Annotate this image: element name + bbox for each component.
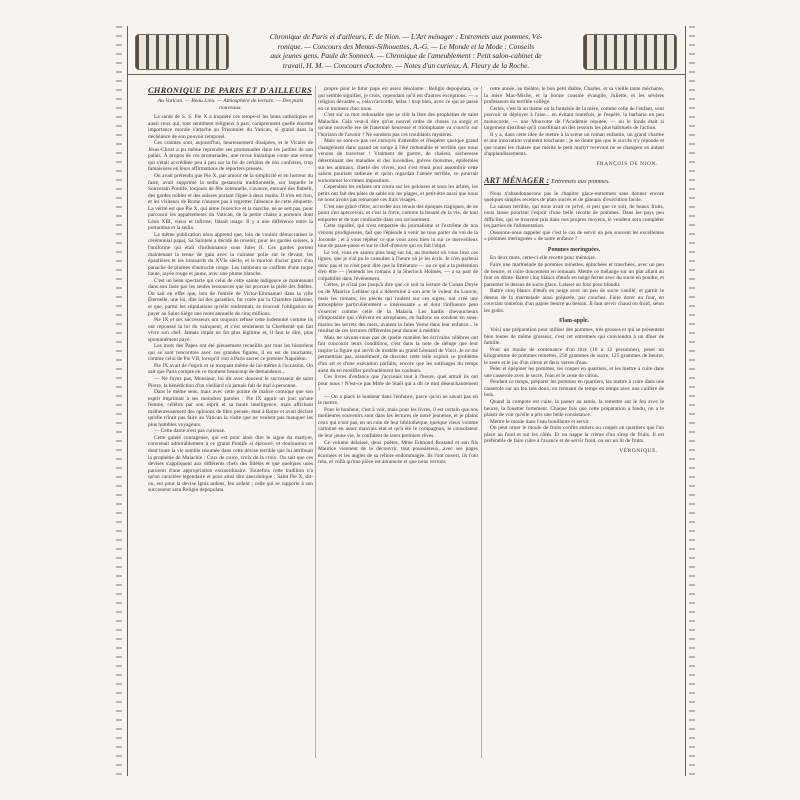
paragraph: On avait prétendu que Pie X, par amour de la simplicité et en horreur du faste, avait supprimé la sedia gestatoria traditionnelle, sur laquelle le Souverain Pontife, toujours de fête solennelle, s'avance, entouré des flabelli, des gardes nobles et des suisses portant l'épée à deux mains. Il n'en est rien, et les visiteurs de Rome n'auront pas à regretter l'absence de cette étiquette. La vérité est que Pie X, qui aime l'exercice et la marche, ne se sert pas, pour parcourir les appartements du Vatican, de la petite chaise à porteurs dont Léon XIII, vieux et infirme, faisait usage. Il y a une différence entre la portantina et la sedia. [148, 173, 313, 232]
paragraph: — Ne fuyez pas, Monsieur, lui dit avec douceur le successeur de saint Pierre, la bénédiction d'un vieillard n'a jamais fait de mal à personne. [148, 375, 313, 389]
paragraph: Ce volume délaissé, deux poètes, Mme Edmond Rostand et son fils Maurice viennent de le découvrir, tout poussiéreux, avec ses pages écornées et les angles de sa reliure endommagée. Ils l'ont ouvert, ils l'ont relu, et voilà qu'une pièce est annoncée et que nous verrons [318, 439, 478, 466]
paragraph: cette année, au théâtre, le bon petit diable, Charles, et sa vieille tante méchante, la mère Mac-Miche, et la bonne cousine évangile, Juliette, et les sévères professeurs du terrible collège. [484, 86, 664, 106]
paragraph: Le vol, vous en saurez plus long sur lui, au moment où vous lirez ces lignes, que je n'ai pu le consulter à l'heure où je les écris. Je n'en parlerai donc pas et ce n'est pour dire que la littérature — ou ce qui a la prétention d'en être — j'entends les romans à la Sherlock Holmes, — a sa part de culpabilité dans l'événement. [318, 249, 478, 282]
paragraph: Cependant les enfants ont couru sur les pelouses et sous les arbres, les petits ont fait des pâtés de sable sur les plages, et petit-être aussi que nous ne nous avons pas remarqué ces frais visages. [318, 184, 478, 204]
art-menager-heading: ART MÉNAGER : [484, 175, 550, 185]
paragraph: Mais ne savons-nous pas de quelle manière les écrivains célèbres ont fait concourir leurs conditions, c'est dans la note de déluge que leur inspire la figure qui servit de modèle au grand Léonard de Vinci. Je ne me permettrais pas, assurément, de discuter cette telle exploit ce problème d'un art et d'une exécution parfaits, encore que les sottisages du temps aient du en modifier profondément les couleurs. [318, 334, 478, 374]
paragraph: C'est un beau spectacle qui celui de cette sainte indigence se maintenant dans son faste par les seules ressources que lui procure la piété des fidèles. On sait en effet que, lors de l'entrée de Victor-Emmanuel dans la ville Éternelle, une loi, dite loi des garanties, fut votée par la Chambre italienne, et que, parmi les stipulations qu'elle renfermait, se trouvait l'obligation de payer au Saint-Siège une rente annuelle de cinq millions. [148, 277, 313, 317]
paragraph: La saison terrible, qui nous avait ce privé, si peu que ce soit, de beaux fruits, nous laisse pourtant l'espoir d'une belle récolte de pommes. Dans les pays peu difficiles, qui se trouvent pris dans nos propres moyens, le vendeur sera compléter les parties de l'alimentation. [484, 203, 664, 230]
author-signature: VÉRONIQUE. [619, 447, 658, 454]
paragraph: Peler et épépiner les pommes, les couper en quartiers, et les mettre à cuire dans une casserole avec le sucre, l'eau et le zeste de citron. [484, 366, 664, 379]
toc-line: aux jeunes gens, Paule de Sonneck. — Chronique de l'ameublement : Petit salon-cabinet de [270, 51, 542, 61]
page-header [127, 26, 685, 75]
paragraph: On peut orner le moule de fruits confits entiers ou coupés en quartiers que l'on place au fond et sur les côtés. Et on nappe la crème d'un sirop de fruits. Il est préférable de faire cuire à l'avance et de servir froid, ou sur un lit de fruits. [484, 425, 664, 445]
paragraph: Dans le même sens, mais avec cette pointe de malice comique que son esprit imprimait à ses moindres paroles : Pie IX apprit un jour qu'une femme, célèbre par son esprit et sa haute intelligence, mais affichant malheureusement des opinions de libre pensée, était à Rome et avait déclaré qu'elle n'irait pas faire au Vatican la visite que ne veulent pas manquer les plus humbles voyageurs. [148, 389, 313, 428]
paragraph: Mettre le moule dans l'eau bouillante et servir. [490, 418, 590, 425]
table-of-contents [239, 32, 573, 70]
chronique-subhead: Au Vatican. — Beau Lieu. — Atmosphère de lecture. — Des puits nouveaux. [157, 98, 304, 111]
paragraph: Quand la compote est cuite, la passer au tamis, la remettre sur le feu avec le beurre, la fouetter fortement. Chaque fois que cette préparation a fondu, on a le plaisir de voir qu'elle a pris une belle consistance. [484, 398, 664, 419]
paragraph: Les mots des Papes ont été pieusement recueillis par tous les historiens qui se sont rencontrés avec ces grandes figures, il en est de touchants, comme celui de Pie VII, lorsqu'il vint à Paris sacrer ce premier Napoléon. [148, 343, 313, 363]
paragraph: La même publication nous apprend que, loin de vouloir démocratiser le cérémonial papal, Sa Sainteté a décidé de revenir, pour les gardes suisses, à l'uniforme qui était d'ordonnance sous Jules II. Ces gardes portent maintenant la tenue de gala avec la cuirasse polie sur le devant, les épaulières et les brassards du XVIe siècle, et le morion d'acier garni d'un panache de plumes d'autruche rouge. Les tambours se coiffent d'une toque haute, rayée rouge et jaune, avec une plume blanche. [148, 231, 313, 278]
paragraph: C'est une grâce d'être, accordée aux tennis des époques tragiques, de ne point s'en apercevoir, et c'est la force, comme la beauté de la vie, de tout emporter et de tout confondre dans son ravissement. [318, 203, 478, 223]
paragraph: Certes, c'est là un thème où la fantaisie de la mère, comme celle de l'enfant, veut pouvoir se déployer à l'aise... en évitant toutefois, je l'espère, la barbarie un peu monocorde, — une Mouvotte de l'Académie réputée, — où le fonds était si largement distribué qu'il constituait un des ressorts les plus habituels de l'action. [484, 105, 664, 132]
paragraph: La santé de S. S. Pie X a inquiété ces temps-ci les bons catholiques et aussi ceux qui, tout sentiment religieux à part, comprennent quelle énorme importance morale s'attache au Prisonnier du Vatican, si grand dans la déchéance de son pouvoir temporel. [148, 114, 313, 140]
column-divider [481, 86, 482, 758]
recipe-title: Pommes meringuées. [547, 246, 601, 253]
paragraph: Pie IX avait de l'esprit et se moquait même de lui-même à l'occasion. On sait que Paris compte en ce moment beaucoup de demandeurs... [148, 362, 313, 376]
author-signature: FRANÇOIS DE NION. [596, 161, 658, 168]
paragraph: — On a placé le bonheur dans l'enfance, parce qu'on ne savait pas où le mettre. [318, 393, 478, 407]
paragraph: Osserons-nous rappeler que c'est le cas de servir un peu souvent les excellentes « pommes meringuées » de notre enfance ? [484, 229, 664, 243]
column-3 [484, 86, 664, 462]
art-menager-title [484, 176, 664, 187]
recipe-title: Flam-apple. [559, 318, 589, 325]
paragraph: En deux mots, cette-ci elle recette pour mémoire. [490, 255, 597, 262]
paragraph: Pie IX et ses successeurs ont toujours refusé cette indemnité comme ils ont repoussé la loi du vainqueur, et c'est seulement la Chrétienté qui fait vivre son chef. Jamais impôt ne fut plus légitime et, il faut le dire, plus spontanément payé. [148, 317, 313, 343]
paragraph: Ces livres d'enfance que j'accusais tout à l'heure, quel attrait ils ont pour nous ! N'est-ce pas Mme de Staël qui a dit ce mot désenchantement ? [318, 374, 478, 394]
paragraph: Mais ne sont-ce pas ces ennuyés d'attendre et d'espérer quelque grand changement dans quand on songe à l'été redoutable et terrible que nous venons de traverser ! Vraiment de guerre, de chaleur, sécheresse déterminant des maladies et des incendies, grèves monstres, épidémies sur les animaux, cherté des vivres, tout s'est réuni pour assombrir cette saison pourtant radieuse et qu'on regardait l'année terrible, ce pourrait surnommer le crimen impositum. [318, 138, 478, 184]
toc-line: ronique. — Concours des Menus-Silhouettes, A.-G. — Le Monde et la Mode : Conseils [277, 41, 535, 51]
paragraph: Pour un moule de contenance d'un litre (10 à 12 personnes), peser un kilogramme de pommes reinettes, 250 grammes de sucre, 125 grammes de beurre, le zeste et le jus d'un citron et deux verres d'eau. [484, 346, 664, 366]
paragraph: Pendant ce temps, préparer les pommes en quartiers, les mettre à cuire dans une casserole sur un feu très doux, en remuant de temps en temps avec une cuillère de bois. [484, 379, 664, 399]
column-1 [148, 86, 313, 494]
paragraph: Cette gaieté courageuse, qui est pour ainsi dire le signe du martyre, convenait admirablement à ce grand Pontife si éprouvé, et douloureux et dont toute la vie semble résumée dans cette devise terrible que lui attribuait la prophétie de Malachie : Crux de cruce, croix de la croix. On sait que ces devises s'appliquent aux différents chefs des fidèles et que quelques unes parurent d'une appropriation extraordinaire. Toutefois cette tradition n'a qu'un caractère légendaire et pour ainsi dire anecdotique ; Saint Pie X, dit-on, eut pour la devise Ignis ardens, feu ardent ; celle qui se rapporte à son successeur sera Religio depopulata. [148, 434, 313, 494]
toc-line: Chronique de Paris et d'ailleurs, F. de Nion. — L'Art ménager : Entremets aux pommes, Vé- [269, 32, 543, 41]
column-2 [318, 86, 478, 466]
ornament-left-icon [135, 34, 229, 70]
paragraph: Cette rapidité, qui n'est emportée du journalisme et l'extrême de nos visions prodigieuses, fait que l'épisode à venir ne tous parler du vol de la Joconde ; et à vous répéter ce que vous avez bien lu sur ce merveilleux tour de passe-passe et sur le chef-d'œuvre qui en fait l'objet. [318, 223, 478, 250]
paragraph: — Cette dame n'est pas curieuse. [154, 428, 226, 435]
paragraph: Il y a, dans cette idée de mettre à la scène un roman enfantin, un grand charme et une innovation vraiment touchante ; je ne doute pas que le succès n'y réponde et que toutes les chaises que mérite le petit martyr recevant ne se changent en autant d'applaudissements. [484, 131, 664, 158]
column-divider [315, 86, 316, 758]
paragraph: Voici une préparation pour utiliser des pommes, très grosses et qui se présentent bien toutes de même grosseur, c'est cet entremets qui conviendra à un dîner de famille. [484, 326, 664, 347]
paragraph: Battre cinq blancs d'œufs en neige avec un peu de sucre vanillé, et garnir le dessus de la marmelade ainsi préparée, par couches. Faire dorer au four, en couvrant toutefois d'un papier beurré au besoin. Il faut servir chaud ou froid, selon les goûts. [484, 288, 664, 314]
paragraph: propre pour le futur pape est assez désolante : Religio depopulata, ce qui semble signifier, je crois, cependant qu'il est d'autres exceptions. — « religion dévastée », cela n'accorde, hélas ! trop bien, avec ce qui se passe en ce moment chez nous. [318, 86, 478, 112]
ornamental-border-right [685, 26, 698, 776]
art-menager-subtitle: Entremets aux pommes. [551, 177, 610, 185]
paragraph: Faire une marmelade de pommes reinettes, épluchées et tranchées, avec un peu de beurre, et cuire doucement en remuant. Mettre ce mélange sur un plat allant au four en dôme. Battre cinq blancs d'œufs en neige ferme avec du sucre en poudre, et parsemer le dessus de sucre glace. Laisser au four pour blondir. [484, 262, 664, 288]
ornament-right-icon [583, 34, 677, 70]
paragraph: Pour le bonheur, c'est à voir, mais pour les livres, il est certain que nos meilleures souvenirs sont dans les lectures de notre jeunesse, et je plains ceux qui n'ont pas, en un coin de leur bibliothèque, quelque vieux volume cartonné en assez mauvais état et qu'a été le compagnon, le consolateur de leur jeune vie, le confident de leurs premiers rêves. [318, 406, 478, 439]
paragraph: Ces craintes sont, aujourd'hui, heureusement dissipées, et le Vicaire de Jésus-Christ a pu même reprendre ses promenades dans les jardins de son palais. À propos de ces promenades, une revue hiératique conte une erreur qui s'était accréditée peu à peu sur la foi de certains de nos confrères, trop fantaisistes en leurs affirmations de reporters pressés. [148, 140, 313, 173]
chronique-title: CHRONIQUE DE PARIS ET D'AILLEURS [148, 86, 312, 95]
paragraph: Certes, je n'irai pas jusqu'à dire que ce soit la lecture de Conan Doyle ou de Maurice Leblanc qui a déterminé à son acte le voleur du Louvre, mais les romans, les pièces qui roulent sur ces sujets, ont créé une atmosphère particulièrement « intéressante » et dont l'influence peut s'exercer comme celle de la Malaria. Les hardis chevaucheurs d'impossible qui s'élèvent en aéroplanes, en ballons ou sondent en sous-marins les secrets des mers, avaient la Jules Verne dans leur enfance... le résultat de ces lectures différentes peut donner à méditer. [318, 282, 478, 335]
paragraph: Nous n'abandonnerons pas le chapitre glace-entremets sans donner encore quelques simples recettes de plats sucrés et de gâteaux d'exécution facile. [484, 190, 664, 204]
ornamental-border-left [113, 26, 128, 776]
toc-line: travail, H. M. — Concours d'octobre. — Notes d'un curieux, A. Fleury de la Roche. [282, 60, 530, 70]
paragraph: C'est sur ce mot redoutable que se clôt la liste des prophéties de saint Malachie. Cela veut-il dire qu'un nouvel ordre de choses va surgir et qu'une nouvelle ère de fraternité heureuse et triomphante va s'ouvrir sur l'horizon de l'avenir ? Ne sondons pas ces troublants mystères. [318, 112, 478, 138]
